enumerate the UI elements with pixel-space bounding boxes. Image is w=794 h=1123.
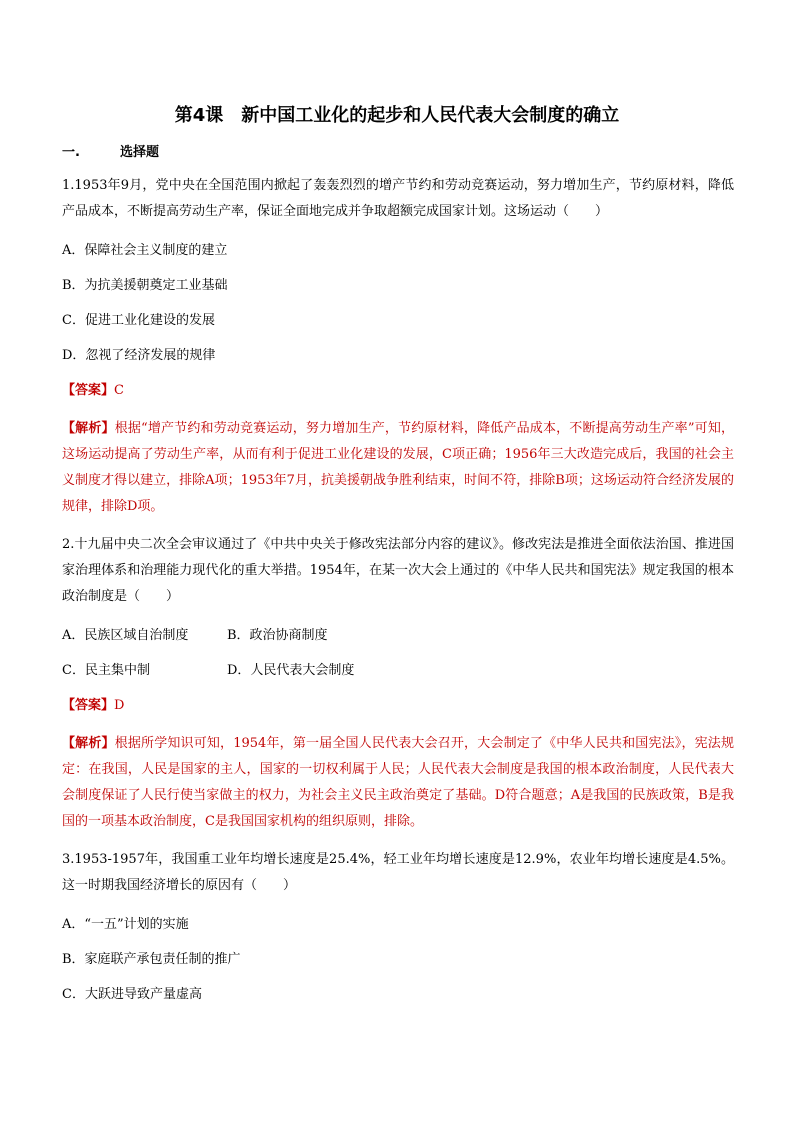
analysis-tag: 【解析】	[62, 421, 115, 436]
option-d: D．忽视了经济发展的规律	[62, 348, 216, 363]
answer-line	[62, 382, 734, 400]
option-row	[62, 662, 734, 680]
question-list	[62, 173, 734, 1004]
answer-line	[62, 697, 734, 715]
option-a: A．民族区域自治制度	[62, 628, 189, 643]
option-a: A．保障社会主义制度的建立	[62, 243, 228, 258]
question-stem: 3.1953-1957年，我国重工业年均增长速度是25.4%，轻工业年均增长速度是12.9%，农业年均增长速度是4.5%。这一时期我国经济增长的原因有（ ）	[62, 852, 734, 893]
option-b: B．政治协商制度	[227, 628, 328, 643]
analysis-paragraph	[62, 731, 734, 835]
option-c: C．民主集中制	[62, 663, 150, 678]
answer-value: C	[114, 383, 124, 398]
answer-value: D	[114, 698, 125, 713]
section-label: 选择题	[120, 145, 160, 160]
option-b: B．家庭联产承包责任制的推广	[62, 952, 241, 967]
question-stem: 1.1953年9月，党中央在全国范围内掀起了轰轰烈烈的增产节约和劳动竞赛运动，努力增加生产，节约原材料，降低产品成本，不断提高劳动生产率，保证全面地完成并争取超额完成国家计划。这场运动（ ）	[62, 178, 734, 219]
analysis-paragraph	[62, 416, 734, 520]
analysis-text: 根据“增产节约和劳动竞赛运动，努力增加生产，节约原材料，降低产品成本，不断提高劳动生产率”可知，这场运动提高了劳动生产率，从而有利于促进工业化建设的发展，C项正确；1956年三大改造完成后，我国的社会主义制度才得以建立，排除A项；1953年7月，抗美援朝战争胜利结束，时间不符，排除B项；这场运动符合经济发展的规律，排除D项。	[62, 421, 734, 514]
question-stem: 2.十九届中央二次全会审议通过了《中共中央关于修改宪法部分内容的建议》。修改宪法是推进全面依法治国、推进国家治理体系和治理能力现代化的重大举措。1954年，在某一次大会上通过的《中华人民共和国宪法》规定我国的根本政治制度是（ ）	[62, 537, 734, 604]
analysis-tag: 【解析】	[62, 736, 115, 751]
section-heading	[62, 143, 159, 163]
option-c: C．促进工业化建设的发展	[62, 313, 215, 328]
option-d: D．人民代表大会制度	[227, 663, 355, 678]
section-number: 一.	[62, 145, 80, 160]
option-a: A．“一五”计划的实施	[62, 917, 189, 932]
question-2	[62, 532, 734, 835]
option-c: C．大跃进导致产量虚高	[62, 987, 202, 1002]
question-1	[62, 173, 734, 520]
analysis-text: 根据所学知识可知，1954年，第一届全国人民代表大会召开，大会制定了《中华人民共和国宪法》，宪法规定：在我国，人民是国家的主人，国家的一切权利属于人民；人民代表大会制度是我国的根本政治制度，人民代表大会制度保证了人民行使当家做主的权力，为社会主义民主政治奠定了基础。D符合题意；A是我国的民族政策，B是我国的一项基本政治制度，C是我国国家机构的组织原则，排除。	[62, 736, 734, 829]
option-b: B．为抗美援朝奠定工业基础	[62, 278, 228, 293]
answer-tag: 【答案】	[62, 698, 115, 713]
question-3	[62, 847, 734, 1004]
page-title: 第4课 新中国工业化的起步和人民代表大会制度的确立	[174, 105, 620, 126]
answer-tag: 【答案】	[62, 383, 115, 398]
option-row	[62, 627, 734, 645]
